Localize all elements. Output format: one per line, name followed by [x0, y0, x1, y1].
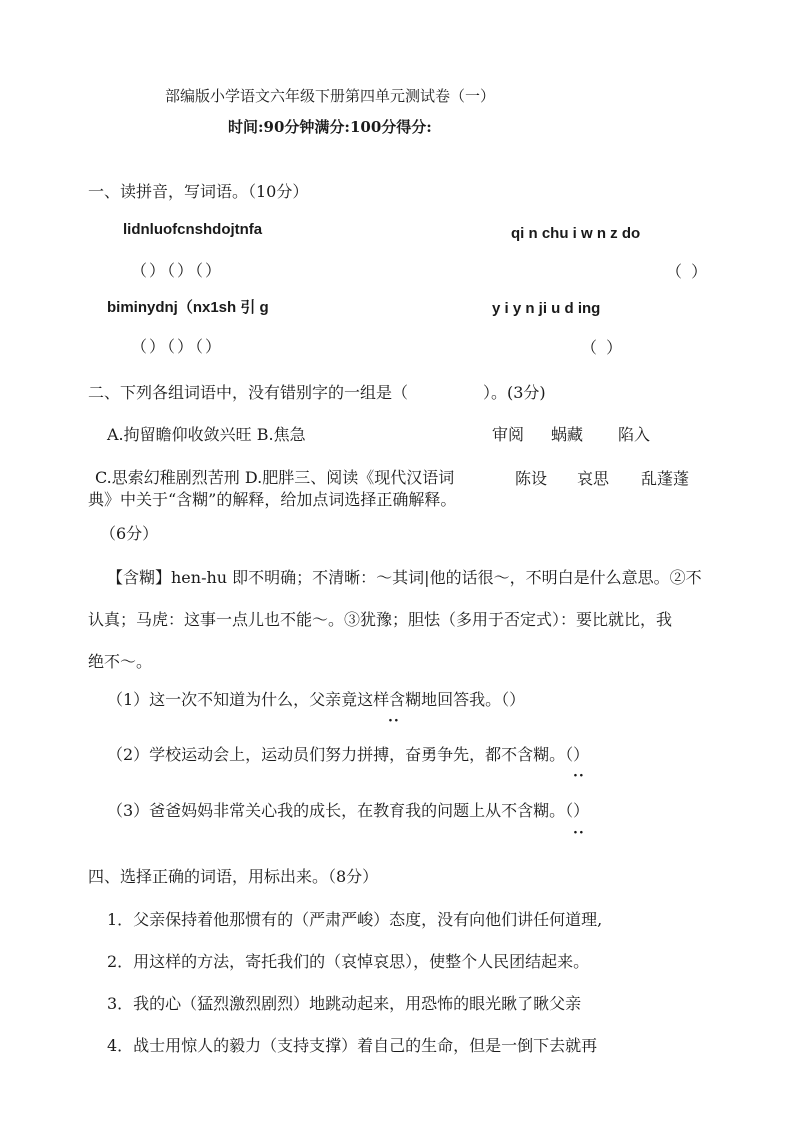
definition-line-2: 认真；马虎：这事一点儿也不能～。③犹豫；胆怯（多用于否定式）：要比就比，我 [88, 610, 673, 629]
answer-slots-2[interactable]: （ ） [666, 262, 710, 281]
emphasis-dots-1: ·· [388, 713, 400, 729]
option-b-word-1: 审阅 [492, 425, 525, 444]
section-3-intro: 典》中关于“含糊”的解释，给加点词选择正确解释。 [88, 490, 457, 509]
section-1-heading: 一、读拼音，写词语。（10分） [88, 182, 309, 201]
section-3-score: （6分） [100, 524, 159, 543]
choice-item-2: 2．用这样的方法，寄托我们的（哀悼哀思），使整个人民团结起来。 [107, 952, 590, 971]
pinyin-1: lidnluofcnshdojtnfa [123, 221, 263, 238]
answer-slots-4[interactable]: （ ） [581, 338, 625, 357]
option-d-word-1: 陈设 [515, 469, 548, 488]
option-d-word-3: 乱蓬蓬 [641, 469, 690, 488]
option-c: C.思索幻稚剧烈苦刑 D.肥胖三、阅读《现代汉语词 [95, 468, 455, 487]
pinyin-2: qi n chu i w n z do [511, 225, 641, 242]
definition-line-3: 绝不～。 [88, 652, 153, 671]
emphasis-dots-3: ·· [573, 825, 585, 841]
option-a: A.拘留瞻仰收敛兴旺 B.焦急 [107, 425, 306, 444]
emphasis-dots-2: ·· [573, 768, 585, 784]
option-b-word-2: 蜗藏 [551, 425, 584, 444]
pinyin-3: biminydnj（nx1sh 引 g [107, 299, 269, 316]
question-3: （3）爸爸妈妈非常关心我的成长，在教育我的问题上从不含糊。（） [107, 801, 590, 820]
option-d-word-2: 哀思 [577, 469, 610, 488]
page-title: 部编版小学语文六年级下册第四单元测试卷（一） [165, 87, 496, 105]
pinyin-4: y i y n ji u d ing [492, 300, 601, 317]
definition-line-1: 【含糊】hen-hu 即不明确；不清晰：～其词|他的话很～，不明白是什么意思。②不 [107, 568, 702, 587]
section-2-heading: 二、下列各组词语中，没有错别字的一组是（ [88, 383, 409, 402]
exam-meta: 时间:90分钟满分:100分得分: [228, 118, 432, 136]
section-2-heading-tail: ）。(3分) [483, 383, 546, 402]
choice-item-4: 4．战士用惊人的毅力（支持支撑）着自己的生命，但是一倒下去就再 [107, 1036, 598, 1055]
question-2: （2）学校运动会上，运动员们努力拼搏，奋勇争先，都不含糊。（） [107, 745, 590, 764]
answer-slots-1[interactable]: （）（）（） [131, 261, 224, 280]
answer-slots-3[interactable]: （）（）（） [131, 337, 224, 356]
section-4-heading: 四、选择正确的词语，用标出来。（8分） [88, 867, 379, 886]
question-1: （1）这一次不知道为什么，父亲竟这样含糊地回答我。（） [107, 690, 526, 709]
choice-item-3: 3．我的心（猛烈激烈剧烈）地跳动起来，用恐怖的眼光瞅了瞅父亲 [107, 994, 582, 1013]
option-b-word-3: 陷入 [618, 425, 651, 444]
choice-item-1: 1．父亲保持着他那惯有的（严肃严峻）态度，没有向他们讲任何道理, [107, 910, 603, 929]
